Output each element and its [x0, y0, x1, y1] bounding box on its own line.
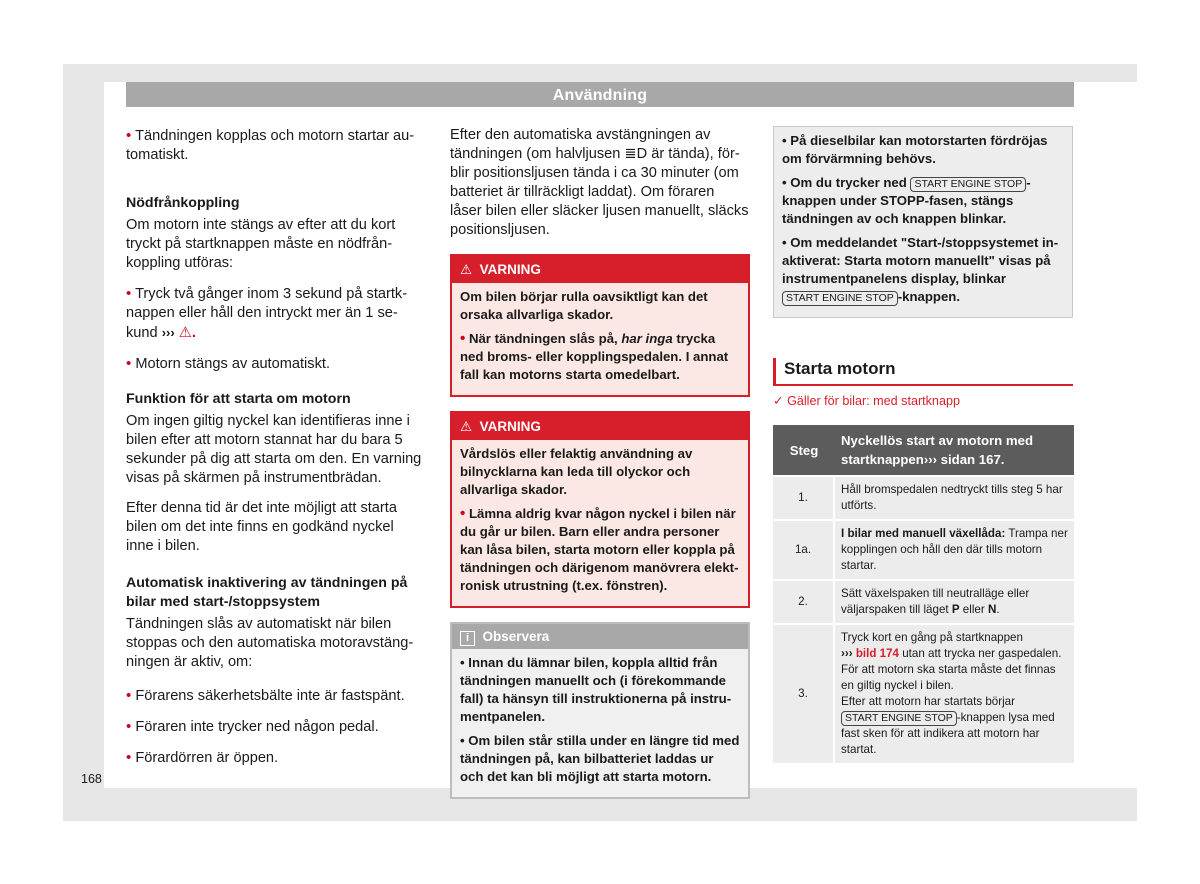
column-middle	[450, 126, 750, 799]
checkmark-icon: ✓	[773, 394, 784, 408]
bullet-icon: •	[126, 127, 132, 144]
list-item: • Förardörren är öppen.	[126, 749, 279, 766]
info-icon: i	[460, 631, 475, 646]
bullet-icon: •	[460, 505, 466, 522]
info-box	[773, 126, 1073, 318]
list-item: • Tryck två gånger inom 3 sekund på startknappen eller håll den intryckt mer än 1 sekund ››› ⚠.	[126, 285, 408, 341]
warning-text: Om bilen börjar rulla oavsiktligt kan det orsaka allvarliga skador.	[460, 289, 708, 322]
warning-text: • Lämna aldrig kvar någon nyckel i bilen när du går ur bilen. Barn eller andra personer kan låsa bilen, starta motorn eller koppla på tändningen och därigenom manövrera elektronisk utrustning (t.ex. fönstren).	[460, 505, 739, 593]
warning-body	[452, 283, 748, 395]
start-stop-key-icon: START ENGINE STOP	[841, 711, 957, 726]
step-text: Sätt växelspaken till neutralläge eller väljarspaken till läget P eller N.	[835, 581, 1074, 623]
section-title: Starta motorn	[773, 358, 1073, 386]
paragraph: Efter den automatiska avstängningen av tändningen (om halvljusen ≣D är tända), förblir positionsljusen tända i ca 30 minuter (om batteriet är tillräckligt laddat). Om föraren låser bilen eller släcker ljusen manuellt, släcks positionsljusen.	[450, 127, 749, 238]
step-number: 1.	[773, 477, 835, 519]
table-row	[773, 625, 1074, 763]
list-item: • Föraren inte trycker ned någon pedal.	[126, 718, 379, 735]
warning-header: ⚠ VARNING	[452, 256, 748, 283]
step-text: I bilar med manuell växellåda: Trampa ner kopplingen och håll den där tills motorn startar.	[835, 521, 1074, 579]
warning-triangle-icon: ⚠	[460, 419, 473, 434]
note-body	[452, 649, 748, 797]
warning-header: ⚠ VARNING	[452, 413, 748, 440]
page-number: 168	[81, 772, 102, 786]
warning-box	[450, 411, 750, 608]
steps-table	[773, 423, 1074, 765]
figure-link[interactable]: bild 174	[852, 647, 899, 660]
bullet-icon: •	[126, 285, 132, 302]
heading-restart: Funktion för att starta om motorn	[126, 391, 351, 407]
note-box	[450, 622, 750, 799]
list-item: • Tändningen kopplas och motorn startar automatiskt.	[126, 127, 415, 163]
warning-triangle-icon: ⚠	[460, 262, 473, 277]
column-left	[126, 126, 424, 779]
paragraph: Om motorn inte stängs av efter att du kort tryckt på startknappen måste en nödfrånkoppling utföras:	[126, 217, 396, 271]
info-text: • Om du trycker ned START ENGINE STOP -knappen under STOPP-fasen, stängs tändningen av och knappen blinkar.	[782, 175, 1031, 226]
paragraph: Tändningen slås av automatiskt när bilen stoppas och den automatiska motoravstängningen är aktiv, om:	[126, 616, 414, 670]
column-header-description: Nyckellös start av motorn med startknappen››› sidan 167.	[835, 425, 1074, 475]
section-header: Användning	[126, 82, 1074, 107]
heading-auto-off: Automatisk inaktivering av tändningen på bilar med start-/stoppsystem	[126, 575, 408, 610]
reference-arrows-icon[interactable]: ›››	[923, 452, 937, 467]
start-stop-key-icon: START ENGINE STOP	[782, 291, 898, 306]
heading-emergency: Nödfrånkoppling	[126, 195, 240, 211]
reference-arrows-icon[interactable]: ›››	[841, 647, 853, 660]
warning-text: • När tändningen slås på, har inga trycka ned broms- eller kopplingspedalen. I annat fall kan motorns starta omedelbart.	[460, 330, 729, 382]
bullet-icon: •	[126, 749, 132, 766]
warning-link-icon[interactable]: ⚠.	[178, 325, 196, 341]
column-header-step: Steg	[773, 425, 835, 475]
table-row	[773, 581, 1074, 623]
column-right	[773, 126, 1073, 765]
reference-arrows-icon[interactable]: ›››	[161, 325, 175, 340]
applies-to: ✓ Gäller för bilar: med startknapp	[773, 394, 960, 408]
list-item: • Motorn stängs av automatiskt.	[126, 355, 330, 372]
step-number: 3.	[773, 625, 835, 763]
bullet-icon: •	[126, 687, 132, 704]
info-text: • Om meddelandet "Start-/stoppsystemet inaktiverat: Starta motorn manuellt" visas på instrumentpanelens display, blinkar START ENGINE STOP -knappen.	[782, 235, 1059, 304]
bullet-icon: •	[126, 718, 132, 735]
table-row	[773, 477, 1074, 519]
warning-box	[450, 254, 750, 397]
start-stop-key-icon: START ENGINE STOP	[910, 177, 1026, 192]
table-header-row	[773, 425, 1074, 475]
step-text: Håll bromspedalen nedtryckt tills steg 5 har utförts.	[835, 477, 1074, 519]
list-item: • Förarens säkerhetsbälte inte är fastspänt.	[126, 687, 405, 704]
step-number: 2.	[773, 581, 835, 623]
bullet-icon: •	[126, 355, 132, 372]
note-text: • Innan du lämnar bilen, koppla alltid från tändningen manuellt och (i förekommande fall) ta hänsyn till instruktionerna på instrumentpanelen.	[460, 655, 732, 724]
paragraph: Om ingen giltig nyckel kan identifieras inne i bilen efter att motorn stannat har du bara 5 sekunder på dig att starta om den. En varning visas på skärmen på instrumentbrädan.	[126, 413, 422, 486]
paragraph: Efter denna tid är det inte möjligt att starta bilen om det inte finns en godkänd nyckel inne i bilen.	[126, 500, 397, 554]
bullet-icon: •	[460, 330, 466, 347]
warning-text: Vårdslös eller felaktig användning av bilnycklarna kan leda till olyckor och allvarliga skador.	[460, 446, 693, 497]
note-header: i Observera	[452, 624, 748, 649]
note-text: • Om bilen står stilla under en längre tid med tändningen på, kan bilbatteriet laddas ur och det kan bli möjligt att starta motorn.	[460, 733, 740, 784]
warning-body	[452, 440, 748, 606]
step-text: Tryck kort en gång på startknappen ››› bild 174 utan att trycka ner gaspedalen. För att motorn ska starta måste det finnas en giltig nyckel i bilen. Efter att motorn har startats börjar START ENGINE STOP -knappen lysa med fast sken för att indikera att motorn har startat.	[835, 625, 1074, 763]
step-number: 1a.	[773, 521, 835, 579]
table-row	[773, 521, 1074, 579]
info-text: • På dieselbilar kan motorstarten fördröjas om förvärmning behövs.	[782, 133, 1048, 166]
